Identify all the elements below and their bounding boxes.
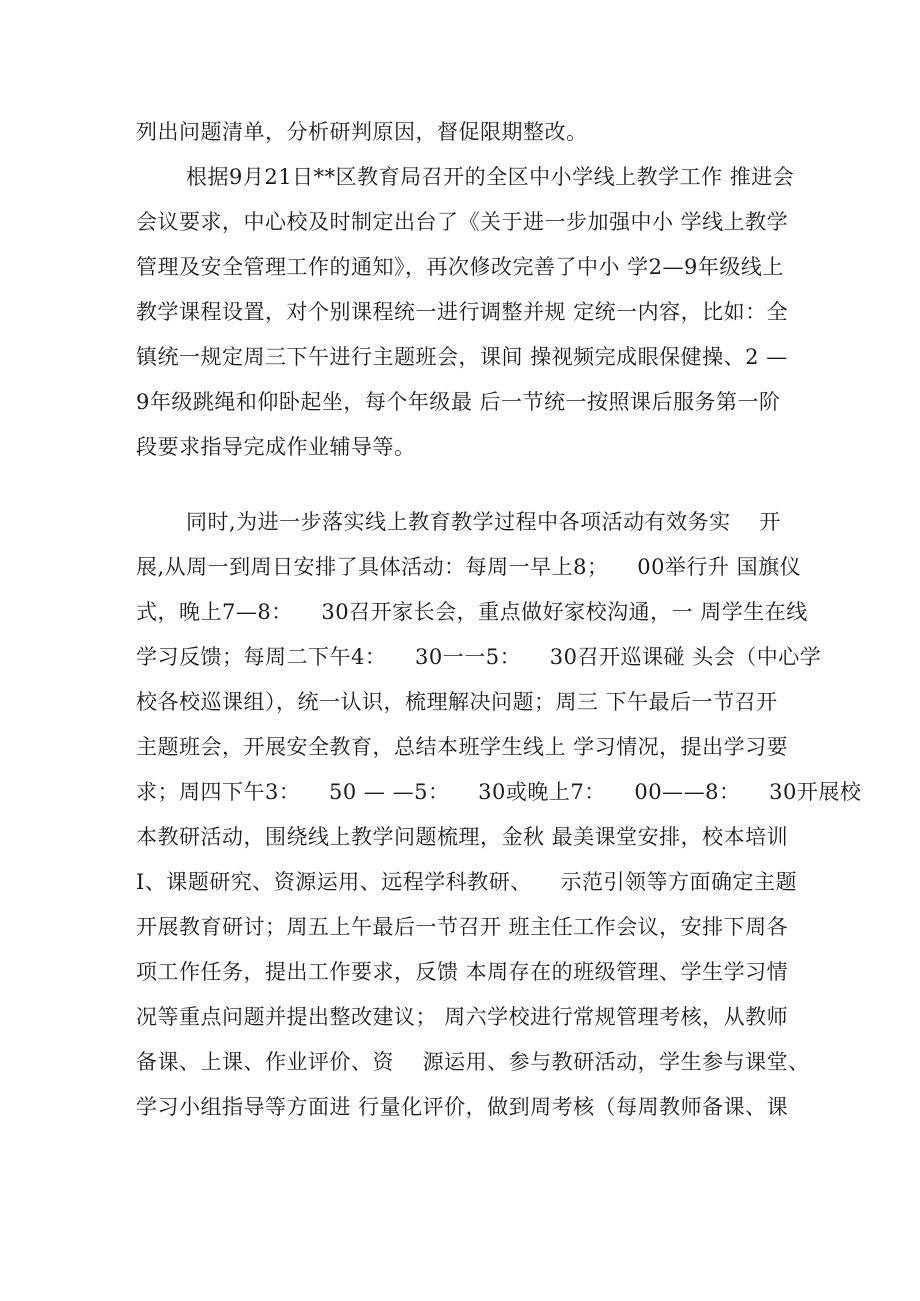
text-line: 会议要求，中心校及时制定出台了《关于进一步加强中小 学线上教学 (136, 210, 789, 234)
text-line: 列出问题清单，分析研判原因，督促限期整改。 (136, 120, 588, 144)
text-line: 同时,为进一步落实线上教育教学过程中各项活动有效务实 开 (186, 510, 781, 534)
text-line: 本教研活动，围绕线上教学问题梳理，金秋 最美课堂安排，校本培训 (136, 825, 789, 849)
text-line: 根据9月21日**区教育局召开的全区中小学线上教学工作 推进会 (186, 165, 795, 189)
text-line: 管理及安全管理工作的通知》，再次修改完善了中小 学2—9年级线上 (136, 255, 784, 279)
text-line: 教学课程设置，对个别课程统一进行调整并规 定统一内容，比如：全 (136, 300, 789, 324)
text-line: 备课、上课、作业评价、资 源运用、参与教研活动，学生参与课堂、 (136, 1050, 810, 1074)
text-line: 学习反馈；每周二下午4： 30一一5： 30召开巡课碰 头会（中心学 (136, 645, 822, 669)
text-line: 段要求指导完成作业辅导等。 (136, 435, 416, 459)
text-line: 项工作任务，提出工作要求，反馈 本周存在的班级管理、学生学习情 (136, 960, 789, 984)
text-line: 镇统一规定周三下午进行主题班会，课间 操视频完成眼保健操、2 — (136, 345, 788, 369)
text-line: 求；周四下午3： 50 — —5： 30或晚上7： 00——8： 30开展校 (136, 780, 862, 804)
text-line: 学习小组指导等方面进 行量化评价，做到周考核（每周教师备课、课 (136, 1095, 789, 1119)
text-line: 展,从周一到周日安排了具体活动：每周一早上8； 00举行升 国旗仪 (136, 555, 802, 579)
text-line: 况等重点问题并提出整改建议； 周六学校进行常规管理考核，从教师 (136, 1005, 789, 1029)
text-line: 9年级跳绳和仰卧起坐，每个年级最 后一节统一按照课后服务第一阶 (136, 390, 781, 414)
text-line: 式，晚上7—8： 30召开家长会，重点做好家校沟通，一 周学生在线 (136, 600, 808, 624)
text-line: 校各校巡课组），统一认识，梳理解决问题；周三 下午最后一节召开 (136, 690, 778, 714)
text-line: 开展教育研讨；周五上午最后一节召开 班主任工作会议，安排下周各 (136, 915, 789, 939)
text-line: I、课题研究、资源运用、远程学科教研、 示范引领等方面确定主题 (136, 870, 797, 894)
text-line: 主题班会，开展安全教育，总结本班学生线上 学习情况，提出学习要 (136, 735, 789, 759)
